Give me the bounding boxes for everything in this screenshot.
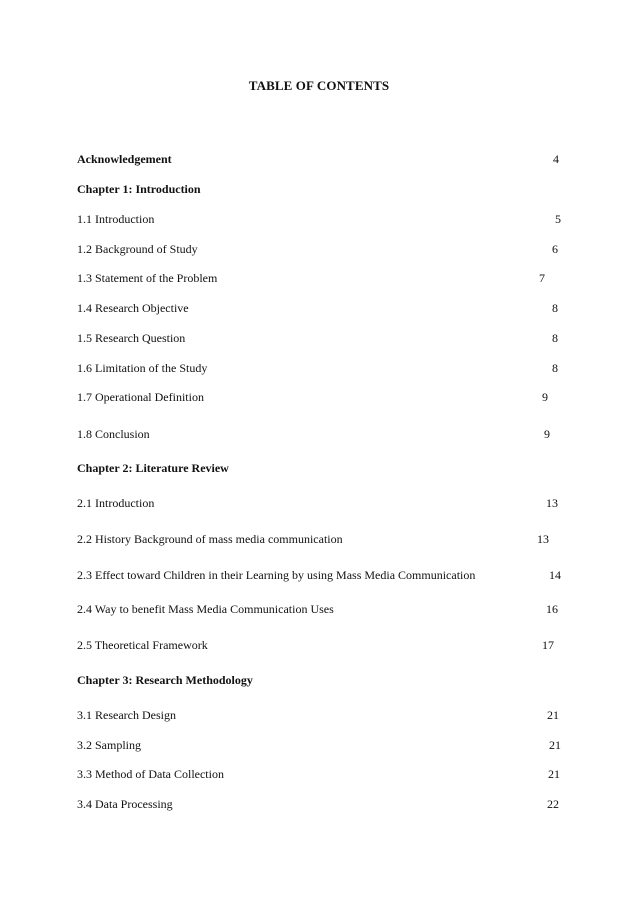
toc-entry-label: 3.2 Sampling: [77, 738, 142, 752]
toc-entry-label: 1.4 Research Objective: [77, 301, 189, 315]
toc-entry: [77, 269, 567, 287]
toc-entry-page: 5: [555, 212, 561, 226]
toc-entry-label: 1.6 Limitation of the Study: [77, 361, 208, 375]
toc-entry-page: 8: [552, 331, 558, 345]
toc-entry-page: 7: [539, 271, 545, 285]
toc-entry-page: 13: [546, 496, 558, 510]
toc-entry: [77, 425, 567, 443]
toc-entry: [77, 795, 567, 813]
toc-entry: [77, 329, 567, 347]
toc-entry-label: Chapter 1: Introduction: [77, 182, 201, 196]
toc-entry-label: 2.2 History Background of mass media communication: [77, 532, 343, 546]
toc-entry-label: 1.3 Statement of the Problem: [77, 271, 218, 285]
toc-entry-label: 2.4 Way to benefit Mass Media Communication Uses: [77, 602, 334, 616]
toc-entry-page: 6: [552, 242, 558, 256]
toc-entry: [77, 566, 567, 584]
toc-entry-label: 2.3 Effect toward Children in their Learning by using Mass Media Communication: [77, 568, 476, 582]
toc-entry: [77, 706, 567, 724]
toc-entry-label: 3.1 Research Design: [77, 708, 176, 722]
toc-entry: [77, 388, 567, 406]
toc-entry-label: Acknowledgement: [77, 152, 172, 166]
toc-entry-page: 22: [547, 797, 559, 811]
toc-entry: [77, 636, 567, 654]
toc-entry-page: 9: [542, 390, 548, 404]
toc-entry-label: 1.5 Research Question: [77, 331, 186, 345]
toc-entry: [77, 240, 567, 258]
toc-entry-page: 8: [552, 361, 558, 375]
toc-entry-page: 21: [547, 708, 559, 722]
toc-entry-label: 2.1 Introduction: [77, 496, 155, 510]
toc-chapter-heading: [77, 459, 567, 477]
toc-entry: [77, 530, 567, 548]
toc-entry: [77, 736, 567, 754]
toc-entry: [77, 600, 567, 618]
toc-entry-label: Chapter 2: Literature Review: [77, 461, 229, 475]
toc-entry-label: 1.7 Operational Definition: [77, 390, 204, 404]
toc-entry-page: 14: [549, 568, 561, 582]
toc-entry-page: 17: [542, 638, 554, 652]
toc-entry-page: 9: [544, 427, 550, 441]
toc-entry-label: Chapter 3: Research Methodology: [77, 673, 253, 687]
toc-entry-label: 2.5 Theoretical Framework: [77, 638, 208, 652]
toc-entry-page: 4: [553, 152, 559, 166]
toc-entry: [77, 299, 567, 317]
toc-entry-page: 8: [552, 301, 558, 315]
toc-entry-page: 21: [549, 738, 561, 752]
toc-entry-label: 1.2 Background of Study: [77, 242, 198, 256]
toc-entry-label: 1.1 Introduction: [77, 212, 155, 226]
toc-entry: [77, 150, 567, 168]
toc-entry-label: 3.4 Data Processing: [77, 797, 173, 811]
toc-entry-label: 3.3 Method of Data Collection: [77, 767, 224, 781]
toc-entry: [77, 765, 567, 783]
toc-entry-page: 13: [537, 532, 549, 546]
toc-entry: [77, 359, 567, 377]
toc-entry: [77, 210, 567, 228]
toc-entry-label: 1.8 Conclusion: [77, 427, 150, 441]
toc-entry-page: 16: [546, 602, 558, 616]
page-title: TABLE OF CONTENTS: [248, 78, 390, 93]
toc-entry-page: 21: [548, 767, 560, 781]
toc-entry: [77, 494, 567, 512]
toc-chapter-heading: [77, 180, 567, 198]
toc-chapter-heading: [77, 671, 567, 689]
